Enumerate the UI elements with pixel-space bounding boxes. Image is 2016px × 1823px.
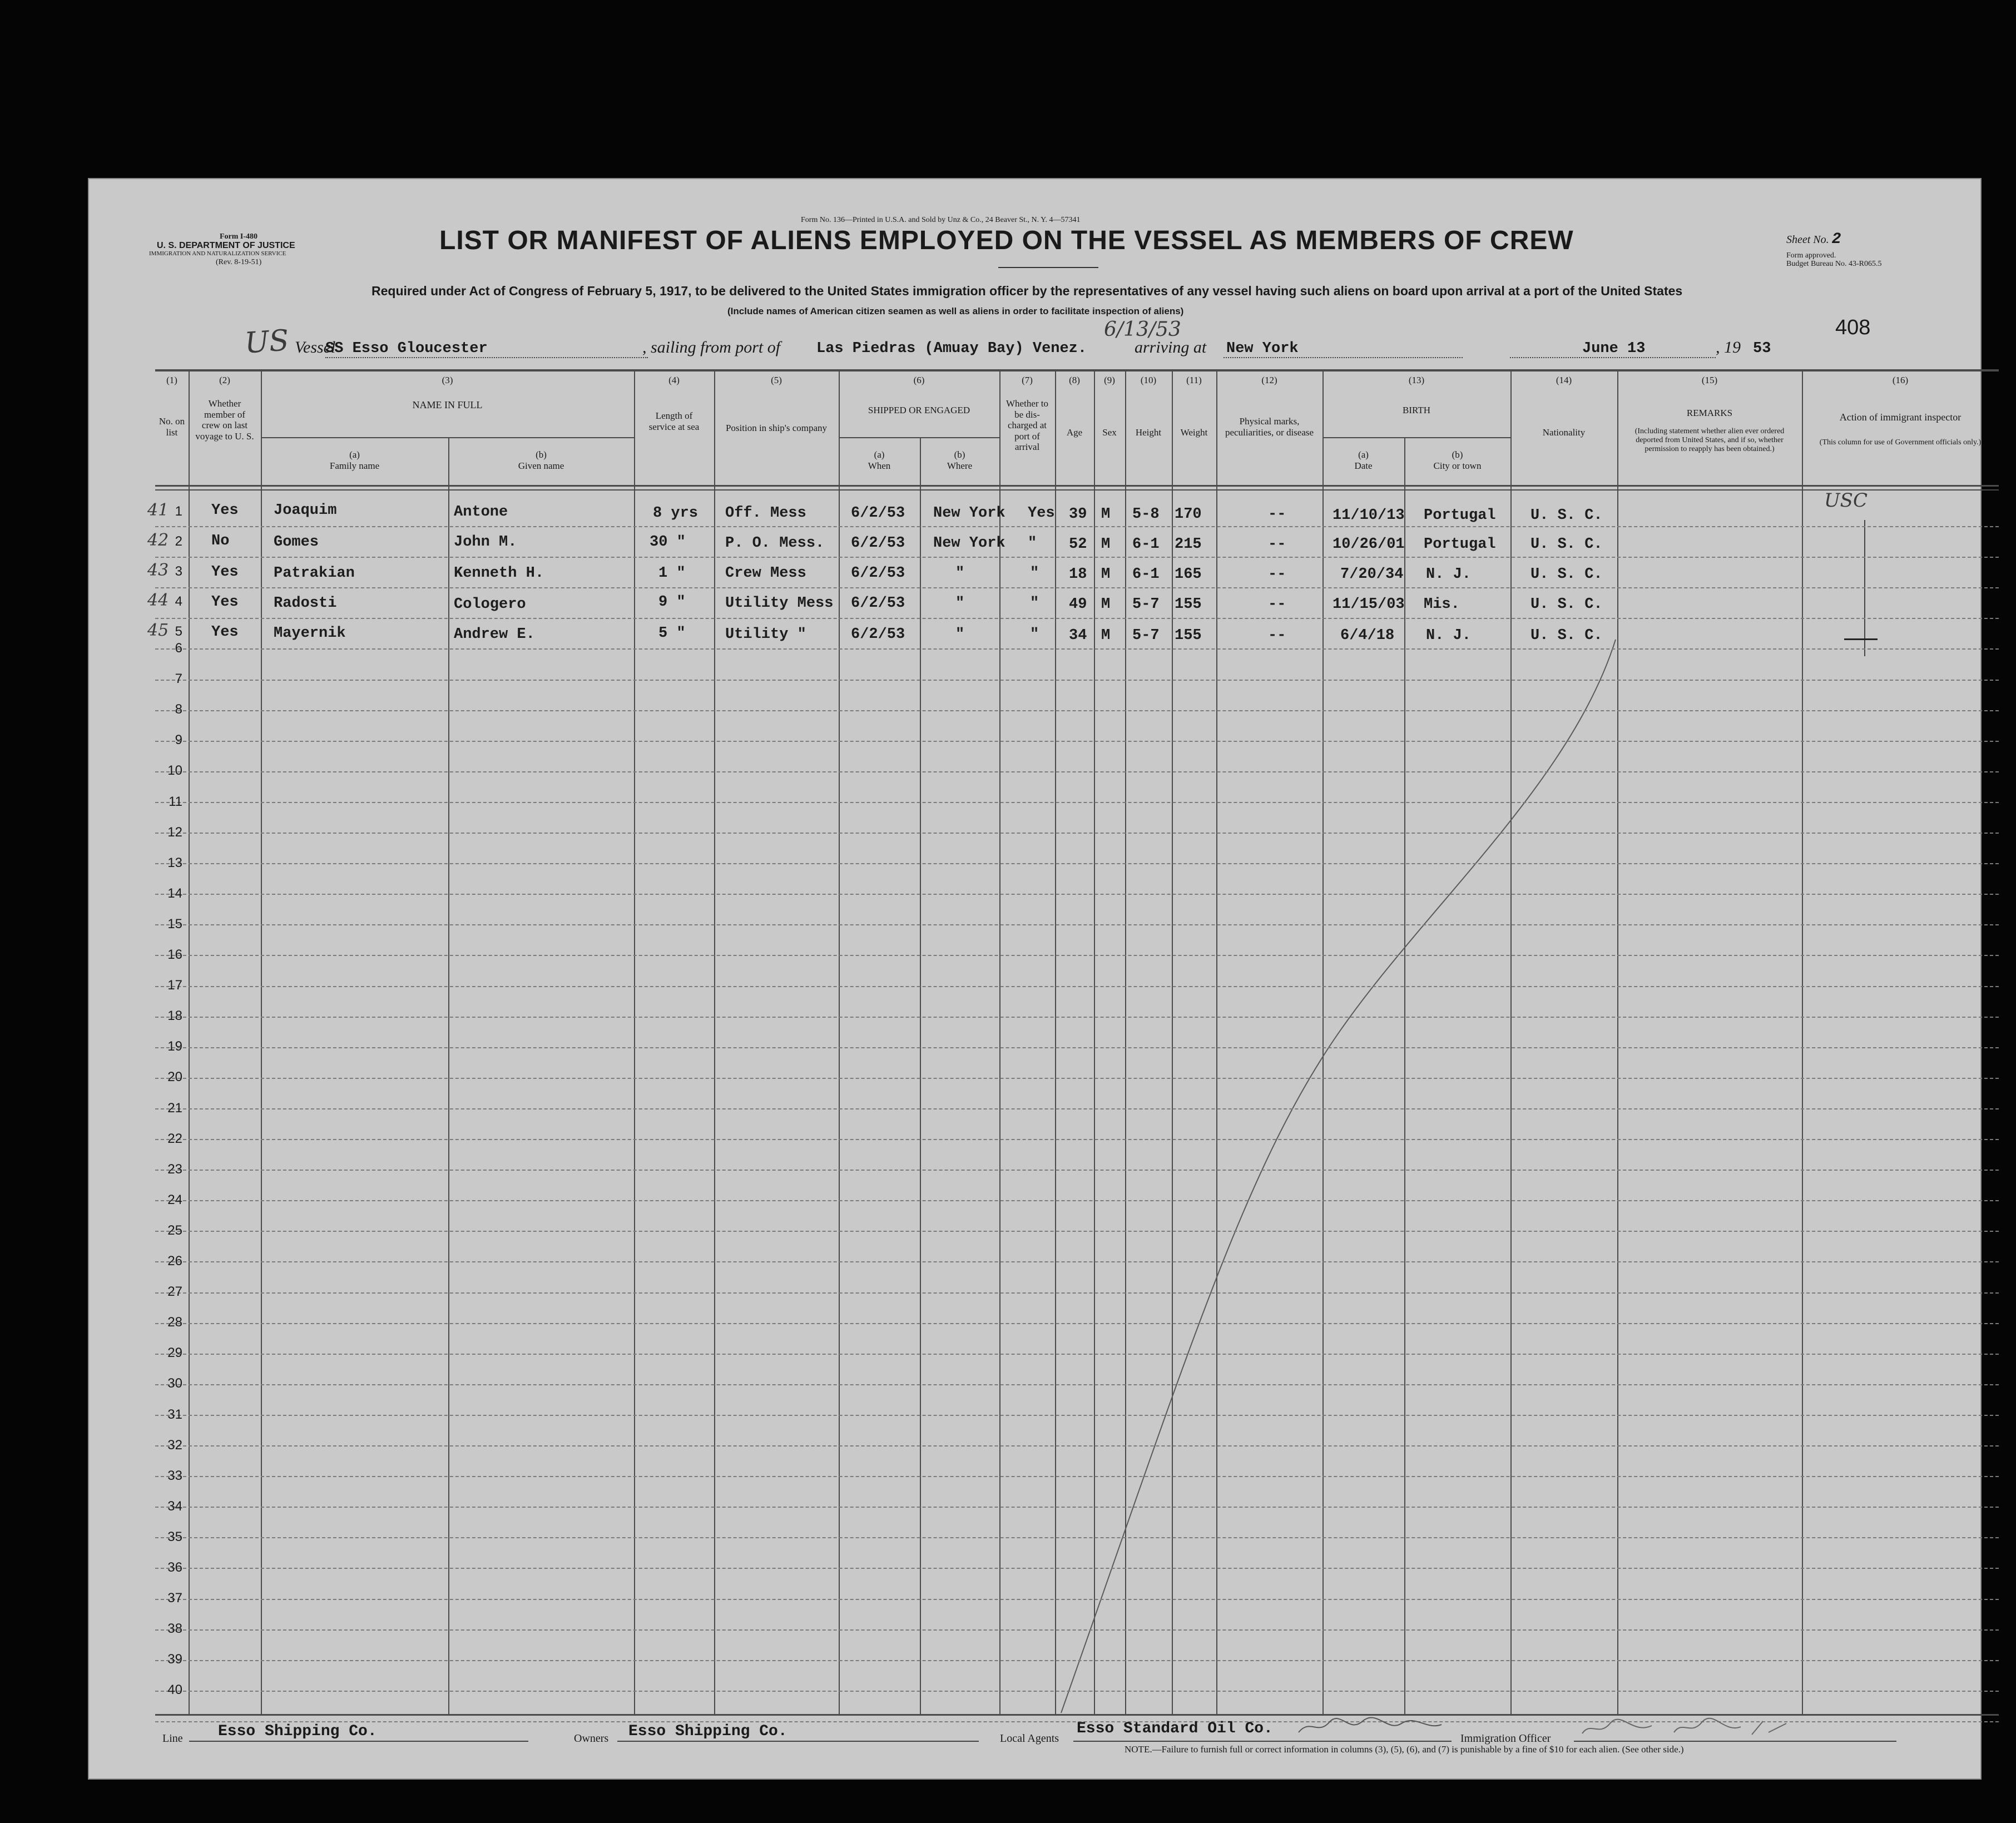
- row-rule: [155, 1200, 1999, 1201]
- row-rule: [155, 986, 1999, 987]
- row-rule: [155, 863, 1999, 864]
- col5-label: Position in ship's company: [725, 423, 828, 433]
- col4-num: (4): [668, 375, 680, 385]
- col9-label: Sex: [1102, 427, 1117, 438]
- row-number: 7: [175, 671, 182, 686]
- service-length: 9 ": [658, 594, 686, 611]
- discharge: ": [1030, 626, 1039, 643]
- agents-underline: [1073, 1741, 1452, 1742]
- revision: (Rev. 8-19-51): [216, 258, 262, 266]
- col6-label: SHIPPED OR ENGAGED: [868, 405, 970, 415]
- row-rule: [155, 1415, 1999, 1416]
- col5-num: (5): [771, 375, 782, 385]
- birth-city: Portugal: [1424, 507, 1496, 524]
- height: 5-7: [1132, 596, 1160, 613]
- col15-note: (Including statement whether alien ever ordered deported from United States, and if so, whether permission to reapply has been obtained.): [1634, 427, 1785, 454]
- department: U. S. DEPARTMENT OF JUSTICE: [157, 241, 295, 250]
- col10-num: (10): [1140, 375, 1157, 385]
- last-voyage: Yes: [211, 624, 239, 641]
- col8-num: (8): [1069, 375, 1080, 385]
- sheet-number: 2: [1831, 231, 1841, 248]
- col3b-label: Given name: [518, 460, 564, 471]
- row-number: 5: [175, 624, 182, 639]
- year: 53: [1753, 340, 1771, 357]
- col1-num: (1): [166, 375, 177, 385]
- row-number: 8: [175, 702, 182, 717]
- row-number: 39: [167, 1652, 182, 1667]
- immigration-officer-label: Immigration Officer: [1460, 1732, 1551, 1745]
- given-name: Cologero: [454, 596, 526, 613]
- row-number: 20: [167, 1069, 182, 1084]
- height: 6-1: [1132, 536, 1160, 553]
- handwritten-list-number: 43: [147, 561, 169, 580]
- row-rule: [155, 1691, 1999, 1692]
- service-length: 30 ": [650, 534, 686, 551]
- row-rule: [155, 1047, 1999, 1048]
- row-rule: [155, 587, 1999, 588]
- col3a-label: Family name: [329, 460, 380, 471]
- col16-note: (This column for use of Government officials only.): [1819, 438, 1982, 447]
- budget-bureau: Budget Bureau No. 43-R065.5: [1786, 260, 1882, 268]
- row-number: 17: [167, 978, 182, 993]
- col12-label: Physical marks, peculiarities, or disease: [1225, 416, 1314, 438]
- last-voyage: Yes: [211, 564, 239, 581]
- subtitle-2: (Include names of American citizen seamen as well as aliens in order to facilitate inspection of aliens): [727, 306, 1184, 316]
- col14-num: (14): [1556, 375, 1572, 385]
- nationality: U. S. C.: [1530, 596, 1603, 613]
- discharge: ": [1030, 595, 1039, 612]
- row-rule: [155, 1507, 1999, 1508]
- height: 5-8: [1132, 506, 1160, 523]
- owners-label: Owners: [574, 1732, 609, 1745]
- row-rule: [155, 833, 1999, 834]
- row-number: 21: [167, 1101, 182, 1116]
- row-number: 11: [169, 794, 182, 809]
- service-length: 8 yrs: [653, 505, 699, 522]
- row-number: 30: [167, 1376, 182, 1391]
- weight: 155: [1175, 596, 1202, 613]
- row-rule: [155, 955, 1999, 956]
- nationality: U. S. C.: [1530, 536, 1603, 553]
- form-approved: Form approved.: [1786, 251, 1836, 260]
- row-rule: [155, 1323, 1999, 1324]
- row-rule: [155, 894, 1999, 895]
- handwritten-date: 6/13/53: [1104, 318, 1181, 341]
- col3a-letter: (a): [349, 449, 360, 460]
- col2-num: (2): [219, 375, 230, 385]
- birth-date: 11/10/13: [1333, 507, 1405, 524]
- family-name: Radosti: [274, 595, 337, 612]
- height: 6-1: [1132, 566, 1160, 583]
- sailing-port: Las Piedras (Amuay Bay) Venez.: [816, 340, 1087, 357]
- row-number: 26: [167, 1254, 182, 1269]
- col11-num: (11): [1186, 375, 1202, 385]
- shipped-when: 6/2/53: [851, 565, 905, 582]
- form-number-line: Form No. 136—Printed in U.S.A. and Sold by Unz & Co., 24 Beaver St., N. Y. 4—57341: [801, 216, 1081, 224]
- row-number: 1: [175, 504, 182, 519]
- year-prefix: , 19: [1716, 338, 1741, 356]
- row-number: 3: [175, 564, 182, 579]
- vessel-label: Vessel: [295, 338, 336, 356]
- discharge: ": [1030, 565, 1039, 582]
- owners-value: Esso Shipping Co.: [628, 1723, 787, 1740]
- handwritten-list-number: 41: [147, 501, 169, 520]
- col13a-letter: (a): [1358, 449, 1369, 460]
- position: Utility Mess: [725, 595, 834, 612]
- row-number: 32: [167, 1438, 182, 1453]
- subtitle: Required under Act of Congress of February 5, 1917, to be delivered to the United States immigration officer by the representatives of any vessel having such aliens on board upon arrival at a port of the United States: [372, 284, 1683, 298]
- last-voyage: No: [211, 533, 230, 549]
- col16-num: (16): [1892, 375, 1909, 385]
- age: 49: [1069, 596, 1087, 613]
- sailing-label: , sailing from port of: [642, 338, 781, 356]
- weight: 155: [1175, 627, 1202, 644]
- row-number: 29: [167, 1345, 182, 1360]
- row-number: 6: [175, 641, 182, 656]
- page-title: LIST OR MANIFEST OF ALIENS EMPLOYED ON THE VESSEL AS MEMBERS OF CREW: [439, 226, 1574, 255]
- row-rule: [155, 771, 1999, 772]
- row-rule: [155, 1292, 1999, 1294]
- family-name: Joaquim: [274, 502, 337, 519]
- nationality: U. S. C.: [1530, 507, 1603, 524]
- col3-label: NAME IN FULL: [412, 399, 483, 410]
- handwritten-list-number: 42: [147, 531, 169, 550]
- row-rule: [155, 1537, 1999, 1538]
- nationality: U. S. C.: [1530, 566, 1603, 583]
- weight: 165: [1175, 566, 1202, 583]
- row-rule: [155, 1017, 1999, 1018]
- col13b-label: City or town: [1433, 460, 1482, 471]
- family-name: Gomes: [274, 534, 319, 551]
- row-number: 19: [167, 1039, 182, 1054]
- col6b-label: Where: [947, 460, 973, 471]
- footer-note: NOTE.—Failure to furnish full or correct information in columns (3), (5), (6), and (7) is punishable by a fine of $10 for each alien. (See other side.): [1125, 1744, 1684, 1755]
- row-rule: [155, 618, 1999, 619]
- owners-underline: [617, 1741, 979, 1742]
- birth-city: N. J.: [1426, 627, 1472, 644]
- nationality: U. S. C.: [1530, 627, 1603, 644]
- given-name: Andrew E.: [454, 626, 535, 643]
- col13a-label: Date: [1354, 460, 1373, 471]
- col15-label: REMARKS: [1686, 408, 1733, 418]
- sex: M: [1101, 627, 1111, 644]
- birth-city: N. J.: [1426, 566, 1472, 583]
- row-rule: [155, 680, 1999, 681]
- physical-marks: --: [1268, 566, 1286, 583]
- shipped-where: New York: [933, 505, 1005, 522]
- row-number: 22: [167, 1131, 182, 1146]
- agents-value: Esso Standard Oil Co.: [1077, 1720, 1273, 1737]
- col13-num: (13): [1408, 375, 1425, 385]
- row-rule: [155, 1599, 1999, 1600]
- row-rule: [155, 1629, 1999, 1631]
- col6b-letter: (b): [954, 449, 965, 460]
- col7-label: Whether to be dis-charged at port of arrival: [1006, 398, 1048, 453]
- row-rule: [155, 1170, 1999, 1171]
- row-rule: [155, 802, 1999, 803]
- col2-label: Whether member of crew on last voyage to U. S.: [195, 398, 254, 442]
- position: Crew Mess: [725, 565, 806, 582]
- row-rule: [155, 1139, 1999, 1140]
- age: 39: [1069, 506, 1087, 523]
- age: 18: [1069, 566, 1087, 583]
- col6a-letter: (a): [874, 449, 885, 460]
- row-rule: [155, 1078, 1999, 1079]
- shipped-where: New York: [933, 535, 1005, 552]
- row-rule: [155, 710, 1999, 711]
- weight: 170: [1175, 506, 1202, 523]
- arrival-date: June 13: [1582, 340, 1646, 357]
- row-number: 28: [167, 1315, 182, 1330]
- shipped-when: 6/2/53: [851, 505, 905, 522]
- officer-signature: [1579, 1716, 1791, 1741]
- given-name: Antone: [454, 504, 508, 521]
- col8-label: Age: [1066, 427, 1083, 438]
- birth-city: Mis.: [1424, 596, 1460, 613]
- row-rule: [155, 1568, 1999, 1569]
- handwritten-list-number: 45: [147, 621, 169, 640]
- row-rule: [155, 1445, 1999, 1446]
- row-number: 25: [167, 1223, 182, 1238]
- row-number: 40: [167, 1682, 182, 1697]
- age: 52: [1069, 536, 1087, 553]
- row-number: 4: [175, 594, 182, 609]
- row-number: 12: [167, 825, 182, 840]
- birth-date: 11/15/03: [1333, 596, 1405, 613]
- discharge: Yes: [1028, 505, 1055, 522]
- row-number: 35: [167, 1529, 182, 1544]
- age: 34: [1069, 627, 1087, 644]
- agents-label: Local Agents: [1000, 1732, 1059, 1745]
- sex: M: [1101, 506, 1111, 523]
- row-rule: [155, 1261, 1999, 1262]
- row-number: 16: [167, 947, 182, 962]
- col16-label: Action of immigrant inspector: [1839, 412, 1961, 423]
- col13-label: BIRTH: [1403, 405, 1430, 415]
- row-rule: [155, 741, 1999, 742]
- position: Utility ": [725, 626, 806, 643]
- row-number: 33: [167, 1468, 182, 1483]
- arriving-label: arriving at: [1135, 338, 1207, 356]
- row-rule: [155, 1354, 1999, 1355]
- row-number: 10: [167, 763, 182, 778]
- family-name: Patrakian: [274, 565, 355, 582]
- col3b-letter: (b): [536, 449, 547, 460]
- stamp-number: 408: [1835, 316, 1871, 339]
- form-id: Form I-480: [220, 232, 258, 241]
- row-number: 9: [175, 732, 182, 747]
- position: Off. Mess: [725, 505, 806, 522]
- col1-label: No. on list: [158, 416, 185, 438]
- row-number: 13: [167, 855, 182, 870]
- row-rule: [155, 1476, 1999, 1477]
- physical-marks: --: [1268, 536, 1286, 553]
- col6a-label: When: [868, 460, 891, 471]
- birth-date: 6/4/18: [1340, 627, 1395, 644]
- col13b-letter: (b): [1452, 449, 1463, 460]
- discharge: ": [1028, 535, 1037, 552]
- row-number: 27: [167, 1284, 182, 1299]
- col6-num: (6): [913, 375, 925, 385]
- sex: M: [1101, 536, 1111, 553]
- col9-num: (9): [1104, 375, 1115, 385]
- agents-signature: [1296, 1716, 1446, 1738]
- col11-label: Weight: [1180, 427, 1208, 438]
- height: 5-7: [1132, 627, 1160, 644]
- service: IMMIGRATION AND NATURALIZATION SERVICE: [149, 250, 286, 257]
- row-rule: [155, 1384, 1999, 1385]
- shipped-where: ": [955, 626, 965, 643]
- col3-num: (3): [442, 375, 453, 385]
- service-length: 5 ": [658, 625, 686, 642]
- officer-underline: [1574, 1741, 1896, 1742]
- given-name: John M.: [454, 534, 517, 551]
- vessel-name: SS Esso Gloucester: [325, 340, 488, 357]
- physical-marks: --: [1268, 596, 1286, 613]
- row-number: 23: [167, 1162, 182, 1177]
- inspector-mark: USC: [1824, 489, 1868, 512]
- row-number: 15: [167, 917, 182, 932]
- row-number: 34: [167, 1499, 182, 1514]
- row-rule: [155, 1108, 1999, 1109]
- col12-num: (12): [1261, 375, 1277, 385]
- row-number: 14: [167, 886, 182, 901]
- row-rule: [155, 557, 1999, 558]
- row-rule: [155, 1660, 1999, 1661]
- handwritten-us: US: [244, 324, 290, 360]
- col4-label: Length of service at sea: [648, 410, 700, 432]
- shipped-when: 6/2/53: [851, 535, 905, 552]
- row-rule: [155, 924, 1999, 925]
- shipped-where: ": [955, 565, 965, 582]
- position: P. O. Mess.: [725, 535, 825, 552]
- col10-label: Height: [1135, 427, 1162, 438]
- row-rule: [155, 526, 1999, 527]
- sex: M: [1101, 566, 1111, 583]
- weight: 215: [1175, 536, 1202, 553]
- birth-city: Portugal: [1424, 536, 1496, 553]
- row-rule: [155, 1231, 1999, 1232]
- given-name: Kenneth H.: [454, 565, 544, 582]
- line-label: Line: [162, 1732, 183, 1745]
- row-number: 37: [167, 1591, 182, 1606]
- row-number: 36: [167, 1560, 182, 1575]
- shipped-where: ": [955, 595, 965, 612]
- handwritten-list-number: 44: [147, 591, 169, 610]
- col7-num: (7): [1022, 375, 1033, 385]
- col15-num: (15): [1701, 375, 1718, 385]
- signature-scribble: [1296, 1716, 1446, 1738]
- sheet-label-text: Sheet No.: [1786, 234, 1829, 246]
- family-name: Mayernik: [274, 625, 346, 642]
- last-voyage: Yes: [211, 502, 239, 519]
- last-voyage: Yes: [211, 594, 239, 611]
- service-length: 1 ": [658, 565, 686, 582]
- physical-marks: --: [1268, 506, 1286, 523]
- row-rule: [155, 648, 1999, 650]
- line-value: Esso Shipping Co.: [218, 1723, 377, 1740]
- row-number: 38: [167, 1621, 182, 1636]
- sex: M: [1101, 596, 1111, 613]
- line-underline: [189, 1741, 528, 1742]
- row-number: 31: [167, 1407, 182, 1422]
- officer-signature-scribble: [1579, 1716, 1791, 1741]
- row-number: 2: [175, 534, 182, 549]
- physical-marks: --: [1268, 627, 1286, 644]
- birth-date: 10/26/01: [1333, 536, 1405, 553]
- shipped-when: 6/2/53: [851, 595, 905, 612]
- arriving-port: New York: [1226, 340, 1299, 357]
- row-number: 18: [167, 1008, 182, 1023]
- col14-label: Nationality: [1542, 427, 1586, 438]
- birth-date: 7/20/34: [1340, 566, 1404, 583]
- shipped-when: 6/2/53: [851, 626, 905, 643]
- row-number: 24: [167, 1192, 182, 1207]
